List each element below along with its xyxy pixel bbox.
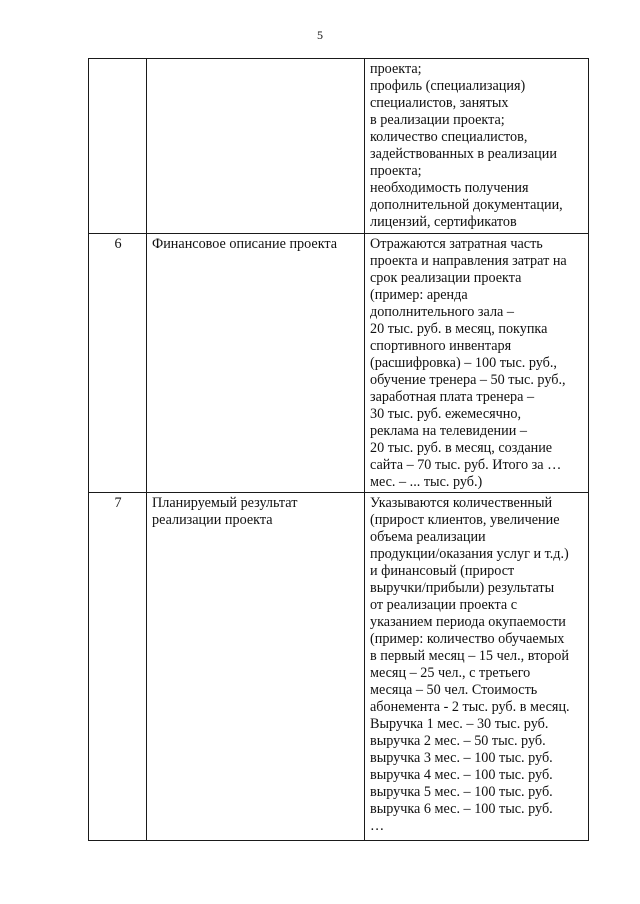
description-line: выручка 3 мес. – 100 тыс. руб. (370, 750, 553, 766)
description-line: объема реализации (370, 529, 486, 545)
description-line: от реализации проекта с (370, 597, 518, 613)
description-line: 30 тыс. руб. ежемесячно, (370, 406, 522, 422)
table-row (89, 493, 589, 841)
description-line: лицензий, сертификатов (370, 214, 517, 230)
row-number: 7 (114, 495, 122, 511)
description-line: срок реализации проекта (370, 270, 522, 286)
description-line: выручка 4 мес. – 100 тыс. руб. (370, 767, 553, 783)
description-line: дополнительного зала – (370, 304, 514, 320)
description-line: проекта; (370, 163, 422, 179)
section-title-line: реализации проекта (152, 512, 273, 528)
description-line: Выручка 1 мес. – 30 тыс. руб. (370, 716, 549, 732)
description-line: 20 тыс. руб. в месяц, покупка (370, 321, 548, 337)
section-description-cell (365, 234, 589, 493)
section-title-cell (147, 493, 365, 841)
description-line: в реализации проекта; (370, 112, 505, 128)
description-line: профиль (специализация) (370, 78, 526, 94)
section-description-cell (365, 59, 589, 234)
description-line: в первый месяц – 15 чел., второй (370, 648, 569, 664)
description-line: выручка 6 мес. – 100 тыс. руб. (370, 801, 553, 817)
description-line: сайта – 70 тыс. руб. Итого за … (370, 457, 562, 473)
table-row (89, 234, 589, 493)
section-title-cell (147, 234, 365, 493)
table-body (89, 59, 589, 841)
description-line: 20 тыс. руб. в месяц, создание (370, 440, 553, 456)
description-line: выручка 2 мес. – 50 тыс. руб. (370, 733, 546, 749)
description-line: абонемента - 2 тыс. руб. в месяц. (370, 699, 570, 715)
description-line: (пример: количество обучаемых (370, 631, 565, 647)
table-row (89, 59, 589, 234)
section-title-cell (147, 59, 365, 234)
description-line: выручка 5 мес. – 100 тыс. руб. (370, 784, 553, 800)
row-number-cell (89, 234, 147, 493)
description-line: специалистов, занятых (370, 95, 509, 111)
description-line: мес. – ... тыс. руб.) (370, 474, 483, 490)
description-line: продукции/оказания услуг и т.д.) (370, 546, 569, 562)
description-line: месяца – 50 чел. Стоимость (370, 682, 538, 698)
description-line: спортивного инвентаря (370, 338, 512, 354)
description-line: необходимость получения (370, 180, 529, 196)
section-title-line: Планируемый результат (152, 495, 298, 511)
description-line: … (370, 818, 385, 834)
description-line: дополнительной документации, (370, 197, 563, 213)
description-line: месяц – 25 чел., с третьего (370, 665, 531, 681)
row-number-cell (89, 493, 147, 841)
description-line: количество специалистов, (370, 129, 528, 145)
description-line: Отражаются затратная часть (370, 236, 543, 252)
description-line: (пример: аренда (370, 287, 468, 303)
description-line: реклама на телевидении – (370, 423, 527, 439)
description-line: и финансовый (прирост (370, 563, 515, 579)
description-line: проекта; (370, 61, 422, 77)
description-line: проекта и направления затрат на (370, 253, 567, 269)
description-line: выручки/прибыли) результаты (370, 580, 555, 596)
description-line: обучение тренера – 50 тыс. руб., (370, 372, 566, 388)
description-line: заработная плата тренера – (370, 389, 535, 405)
section-title-line: Финансовое описание проекта (152, 236, 338, 252)
page-number: 5 (317, 28, 323, 42)
description-line: Указываются количественный (370, 495, 553, 511)
document-table (88, 58, 589, 841)
description-line: указанием периода окупаемости (370, 614, 566, 630)
description-line: (прирост клиентов, увеличение (370, 512, 560, 528)
description-line: задействованных в реализации (370, 146, 557, 162)
row-number-cell (89, 59, 147, 234)
section-description-cell (365, 493, 589, 841)
row-number: 6 (114, 236, 122, 252)
description-line: (расшифровка) – 100 тыс. руб., (370, 355, 557, 371)
